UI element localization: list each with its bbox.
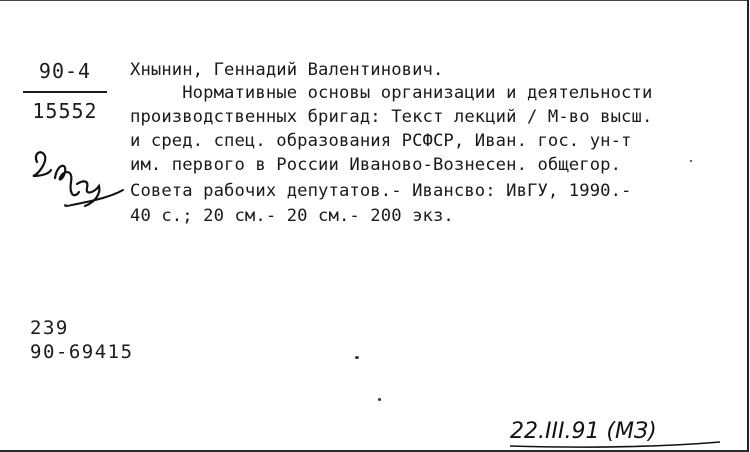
call-number-top: 90-4: [38, 59, 92, 83]
accession-number-2: 90-69415: [30, 341, 134, 363]
title-line-2: производственных бригад: Текст лекций / М-во высш.: [130, 107, 653, 127]
card-right-edge: [747, 0, 749, 452]
card-top-edge: [0, 0, 748, 1]
handwritten-mark: [27, 140, 127, 215]
publication-line: Совета рабочих депутатов.- Ивансво: ИвГУ, 1990.-: [130, 181, 632, 201]
handwritten-date-stamp: [508, 408, 722, 450]
call-number-bottom: 15552: [32, 99, 98, 123]
physical-description-line: 40 с.; 20 см.- 20 см.- 200 экз.: [130, 206, 454, 226]
call-number-divider: [23, 91, 107, 93]
author-line: Хнынин, Геннадий Валентинович.: [130, 60, 444, 80]
speck: [378, 398, 381, 401]
title-line-1: Нормативные основы организации и деятельности: [130, 83, 653, 103]
speck: [690, 160, 692, 162]
accession-number-1: 239: [30, 317, 69, 339]
stamp-text: 22.III.91 (МЗ): [510, 419, 657, 444]
title-line-3: и сред. спец. образования РСФСР, Иван. гос. ун-т: [130, 131, 632, 151]
speck: [355, 356, 359, 359]
title-line-4: им. первого в России Иваново-Вознесен. общегор.: [130, 155, 622, 175]
speck: [64, 204, 67, 207]
